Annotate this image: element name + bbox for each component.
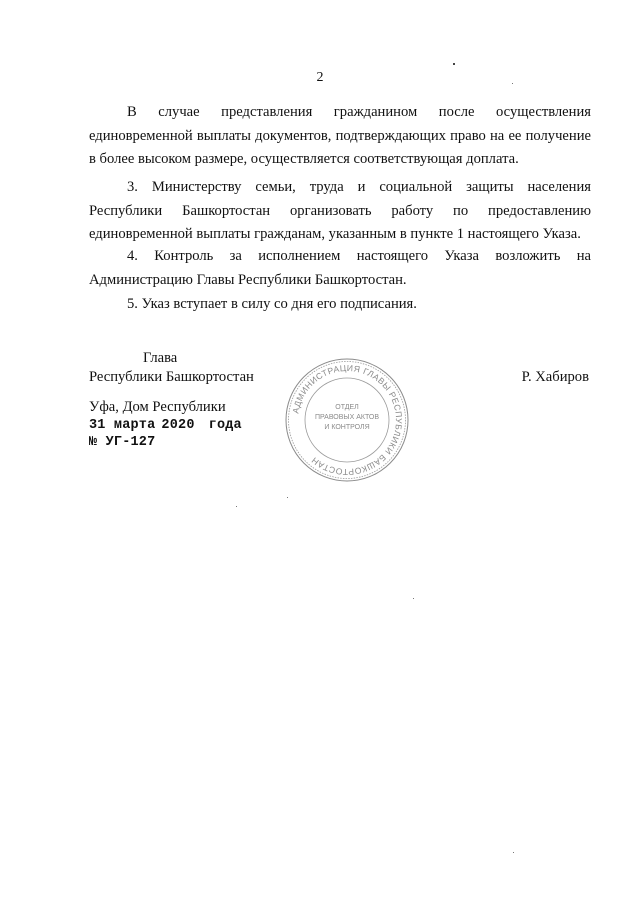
document-body (89, 101, 591, 172)
date-suffix: года (208, 418, 242, 433)
signatory-title (89, 349, 269, 387)
paragraph-doplata: В случае представления гражданином после осуществления единовременной выплаты документов, подтверждающих право на ее получение в более высоком размере, осуществляется соответствующая доплата. (89, 104, 591, 167)
seal-center-line3: И КОНТРОЛЯ (324, 424, 370, 431)
seal-center-line1: ОТДЕЛ (335, 404, 359, 411)
signatory-title-line2: Республики Башкортостан (89, 369, 254, 385)
scan-speck (513, 852, 514, 853)
page-number: 2 (316, 70, 324, 85)
body-block-4 (89, 293, 591, 317)
body-block-3 (89, 245, 591, 292)
scan-speck (287, 497, 288, 498)
decree-number: № УГ-127 (89, 435, 156, 450)
seal-outer-text: АДМИНИСТРАЦИЯ ГЛАВЫ РЕСПУБЛИКИ БАШКОРТОСТАН (290, 362, 405, 478)
body-block-2 (89, 176, 591, 247)
seal-center-line2: ПРАВОВЫХ АКТОВ (314, 414, 380, 421)
signing-place: Уфа, Дом Республики (89, 399, 226, 415)
signatory-title-line1: Глава (143, 350, 178, 366)
signatory-name: Р. Хабиров (521, 369, 589, 385)
signing-date (89, 418, 242, 433)
paragraph-4-control: 4. Контроль за исполнением настоящего Указа возложить на Администрацию Главы Республики Башкортостан. (89, 248, 591, 288)
scan-speck (236, 506, 237, 507)
date-day-month: 31 марта (89, 418, 156, 433)
scan-speck (413, 598, 414, 599)
scan-speck (453, 63, 455, 65)
date-year: 2020 (161, 418, 195, 433)
official-seal-stamp (284, 357, 410, 483)
paragraph-3-ministry: 3. Министерству семьи, труда и социальной защиты населения Республики Башкортостан организовать работу по предоставлению единовременной выплаты гражданам, указанным в пункте 1 настоящего Указа. (89, 179, 591, 242)
paragraph-5-effect: 5. Указ вступает в силу со дня его подписания. (127, 296, 417, 312)
scan-speck (512, 83, 513, 84)
